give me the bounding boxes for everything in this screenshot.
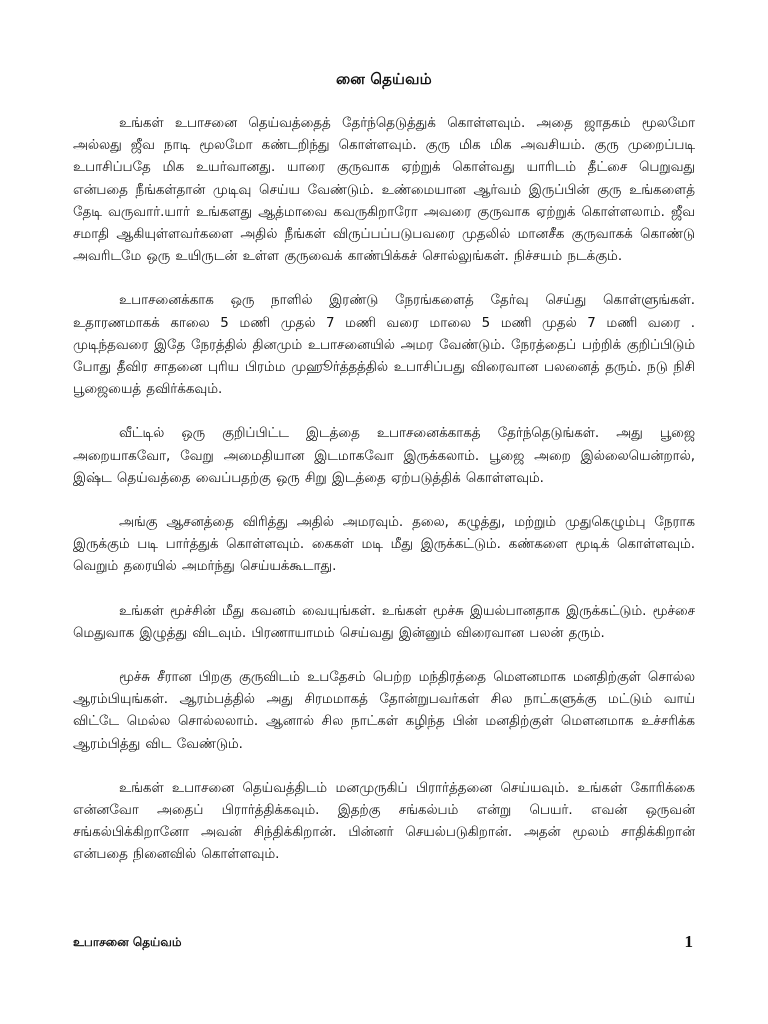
document-body <box>73 113 695 889</box>
paragraph-1: உங்கள் உபாசனை தெய்வத்தைத் தேர்ந்தெடுத்துக் கொள்ளவும். அதை ஜாதகம் மூலமோ அல்லது ஜீவ நாடி மூலமோ கண்டறிந்து கொள்ளவும். குரு மிக மிக அவசியம். குரு முறைப்படி உபாசிப்பதே மிக உயர்வானது. யாரை குருவாக ஏற்றுக் கொள்வது யாரிடம் தீட்சை பெறுவது என்பதை நீங்கள்தான் முடிவு செய்ய வேண்டும். உண்மையான ஆர்வம் இருப்பின் குரு உங்களைத் தேடி வருவார்.யார் உங்களது ஆத்மாவை கவருகிறாரோ அவரை குருவாக ஏற்றுக் கொள்ளலாம். ஜீவ சமாதி ஆகியுள்ளவர்களை அதில் நீங்கள் விருப்பப்படுபவரை முதலில் மானசீக குருவாகக் கொண்டு அவரிடமே ஒரு உயிருடன் உள்ள குருவைக் காண்பிக்கச் சொல்லுங்கள். நிச்சயம் நடக்கும். <box>73 116 695 265</box>
page-title: னை தெய்வம் <box>336 70 432 88</box>
paragraph-4: அங்கு ஆசனத்தை விரித்து அதில் அமரவும். தலை, கழுத்து, மற்றும் முதுகெழும்பு நேராக இருக்கும் படி பார்த்துக் கொள்ளவும். கைகள் மடி மீது இருக்கட்டும். கண்களை மூடிக் கொள்ளவும். வெறும் தரையில் அமர்ந்து செய்யக்கூடாது. <box>73 515 695 575</box>
paragraph-6: மூச்சு சீரான பிறகு குருவிடம் உபதேசம் பெற்ற மந்திரத்தை மௌனமாக மனதிற்குள் சொல்ல ஆரம்பியுங்கள். ஆரம்பத்தில் அது சிரமமாகத் தோன்றுபவர்கள் சில நாட்களுக்கு மட்டும் வாய் விட்டே மெல்ல சொல்லலாம். ஆனால் சில நாட்கள் கழிந்த பின் மனதிற்குள் மௌனமாக உச்சரிக்க ஆரம்பித்து விட வேண்டும். <box>73 670 695 752</box>
page-number: 1 <box>684 932 693 951</box>
paragraph-2: உபாசனைக்காக ஒரு நாளில் இரண்டு நேரங்களைத் தேர்வு செய்து கொள்ளுங்கள். உதாரணமாகக் காலை 5 மணி முதல் 7 மணி வரை மாலை 5 மணி முதல் 7 மணி வரை . முடிந்தவரை இதே நேரத்தில் தினமும் உபாசனையில் அமர வேண்டும். நேரத்தைப் பற்றிக் குறிப்பிடும் போது தீவிர சாதனை புரிய பிரம்ம முஹூர்த்தத்தில் உபாசிப்பது விரைவான பலனைத் தரும். நடு நிசி பூஜையைத் தவிர்க்கவும். <box>73 293 695 398</box>
paragraph-5: உங்கள் மூச்சின் மீது கவனம் வையுங்கள். உங்கள் மூச்சு இயல்பானதாக இருக்கட்டும். மூச்சை மெதுவாக இழுத்து விடவும். பிரணாயாமம் செய்வது இன்னும் விரைவான பலன் தரும். <box>73 603 695 641</box>
paragraph-7: உங்கள் உபாசனை தெய்வத்திடம் மனமுருகிப் பிரார்த்தனை செய்யவும். உங்கள் கோரிக்கை என்னவோ அதைப் பிரார்த்திக்கவும். இதற்கு சங்கல்பம் என்று பெயர். எவன் ஒருவன் சங்கல்பிக்கிறானோ அவன் சிந்திக்கிறான். பின்னர் செயல்படுகிறான். அதன் மூலம் சாதிக்கிறான் என்பதை நினைவில் கொள்ளவும். <box>73 780 695 863</box>
footer-title: உபாசனை தெய்வம் <box>73 935 182 949</box>
paragraph-3: வீட்டில் ஒரு குறிப்பிட்ட இடத்தை உபாசனைக்காகத் தேர்ந்தெடுங்கள். அது பூஜை அறையாகவோ, வேறு அமைதியான இடமாகவோ இருக்கலாம். பூஜை அறை இல்லையென்றால், இஷ்ட தெய்வத்தை வைப்பதற்கு ஒரு சிறு இடத்தை ஏற்படுத்திக் கொள்ளவும். <box>73 426 695 486</box>
